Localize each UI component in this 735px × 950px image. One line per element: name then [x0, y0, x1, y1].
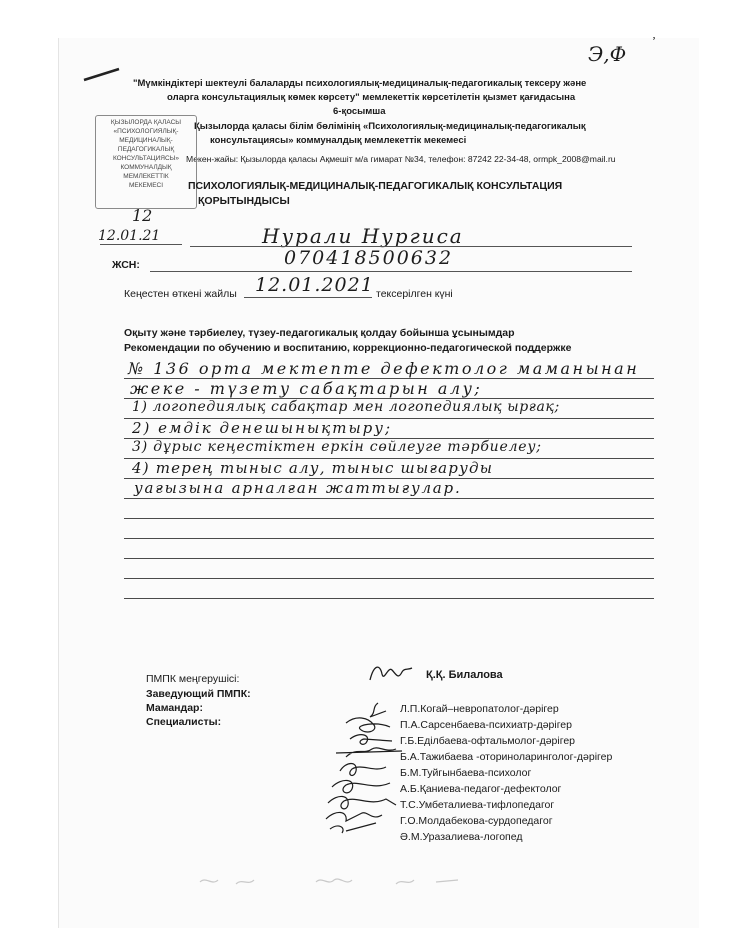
header-line-2: оларга консультациялық көмек көрсету" мемлекеттік көрсетілетін қызмет қағидасына [167, 92, 576, 103]
header-line-3: 6-қосымша [333, 106, 386, 117]
ruled-line [124, 578, 654, 579]
corner-handwritten-mark: Э,Ф [588, 42, 627, 66]
ruled-line [124, 558, 654, 559]
stamp-line: КОНСУЛЬТАЦИЯСЫ» [112, 155, 180, 162]
patient-iin: 070418500632 [284, 247, 454, 269]
record-date: 12.01.21 [98, 228, 161, 244]
header-line-1: "Мүмкіндіктері шектеулі балаларды психологиялық-медициналық-педагогикалық тексеру және [133, 78, 587, 89]
head-name: Қ.Қ. Билалова [426, 669, 503, 681]
document-title-line-1: ПСИХОЛОГИЯЛЫҚ-МЕДИЦИНАЛЫҚ-ПЕДАГОГИКАЛЫҚ КОНСУЛЬТАЦИЯ [188, 180, 563, 192]
ruled-line [124, 598, 654, 599]
corner-tick: ʼ [652, 34, 656, 48]
document-title-line-2: ҚОРЫТЫНДЫСЫ [198, 195, 290, 207]
recommendation-line: 1) логопедиялық сабақтар мен логопедиялық ырғақ; [132, 399, 560, 415]
exam-date: 12.01.2021 [255, 274, 374, 296]
patient-full-name: Нурали Нургиса [262, 224, 464, 248]
ruled-line [124, 518, 654, 519]
specialist-entry: Б.М.Туйгынбаева-психолог [400, 767, 532, 779]
stamp-line: ҚЫЗЫЛОРДА ҚАЛАСЫ [110, 119, 182, 126]
iin-label: ЖСН: [112, 259, 140, 271]
recommendations-heading-ru: Рекомендации по обучению и воспитанию, коррекционно-педагогической поддержке [124, 342, 572, 354]
head-label-kz: ПМПК меңгерушісі: [146, 673, 240, 685]
recommendation-line: № 136 орта мектепте дефектолог маманынан [128, 359, 640, 378]
specialist-entry: Т.С.Умбеталиева-тифлопедагог [400, 799, 555, 811]
specialist-signatures [316, 695, 406, 835]
specialists-label-ru: Специалисты: [146, 716, 222, 728]
specialist-entry: Л.П.Когай–невропатолог-дәрігер [400, 703, 559, 715]
stamp-line: МЕДИЦИНАЛЫҚ- [119, 137, 173, 144]
recommendation-line: 2) емдік денешынықтыру; [132, 419, 393, 437]
exam-prefix: Кеңестен өткені жайлы [124, 288, 237, 300]
header-line-5: консультациясы» коммуналдық мемлекеттік мекемесі [210, 135, 467, 146]
record-date-underline [100, 244, 182, 245]
exam-date-underline [244, 297, 372, 298]
specialist-entry: Г.О.Молдабекова-сурдопедагог [400, 815, 553, 827]
recommendation-line: жеке - түзету сабақтарын алу; [130, 379, 483, 398]
stamp-line: МЕКЕМЕСІ [128, 182, 164, 189]
head-label-ru: Заведующий ПМПК: [146, 688, 251, 700]
ruled-line [124, 498, 654, 499]
stamp-line: МЕМЛЕКЕТТІК [123, 173, 169, 180]
head-signature [366, 660, 416, 686]
specialist-entry: А.Б.Қаниева-педагог-дефектолог [400, 783, 562, 795]
stamp-line: «ПСИХОЛОГИЯЛЫҚ- [113, 128, 179, 135]
pen-stroke-mark [82, 66, 122, 82]
organization-stamp [95, 115, 197, 209]
specialist-entry: П.А.Сарсенбаева-психиатр-дәрігер [400, 719, 572, 731]
stamp-line: ПЕДАГОГИКАЛЫҚ [117, 146, 175, 153]
specialist-entry: Г.Б.Еділбаева-офтальмолог-дәрігер [400, 735, 575, 747]
ruled-line [124, 538, 654, 539]
recommendation-line: 4) терең тыныс алу, тыныс шығаруды [132, 459, 494, 477]
exam-suffix: тексерілген күні [376, 288, 453, 300]
specialist-entry: Б.А.Тажибаева -оториноларинголог-дәрігер [400, 751, 613, 763]
iin-underline [150, 271, 632, 272]
specialists-label-kz: Мамандар: [146, 702, 203, 714]
record-number: 12 [132, 206, 153, 225]
stamp-line: КОММУНАЛДЫҚ [120, 164, 172, 171]
header-address: Мекен-жайы: Қызылорда қаласы Ақмешіт м/а гимарат №34, телефон: 87242 22-34-48, ormpk_2008@mail.ru [186, 154, 616, 164]
recommendations-heading-kz: Оқыту және тәрбиелеу, түзеу-педагогикалық қолдау бойынша ұсынымдар [124, 327, 515, 339]
specialist-entry: Ә.М.Уразалиева-логопед [400, 831, 523, 843]
faint-bleedthrough-marks [196, 872, 476, 892]
recommendation-line: 3) дұрыс кеңестіктен еркін сөйлеуге тәрбиелеу; [132, 439, 542, 455]
header-line-4: Қызылорда қаласы білім бөлімінің «Психологиялық-медициналық-педагогикалық [194, 121, 586, 132]
recommendation-line: уағызына арналған жаттығулар. [134, 479, 462, 497]
